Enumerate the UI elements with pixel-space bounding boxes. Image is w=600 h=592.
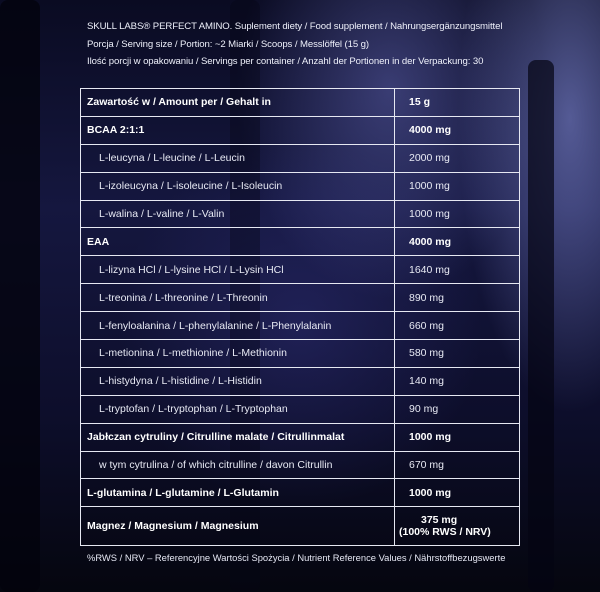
row-name: EAA [81,228,395,256]
row-name: L-glutamina / L-glutamine / L-Glutamin [81,479,395,507]
row-value: 580 mg [395,340,520,368]
table-row [81,200,520,228]
row-value: 375 mg [421,514,458,527]
nrv-footnote: %RWS / NRV – Referencyjne Wartości Spożycia / Nutrient Reference Values / Nährstoffbezugswerte [87,552,506,563]
table-row [81,284,520,312]
tree-silhouette-left [0,0,40,592]
table-row [81,423,520,451]
header-line-serving-size: Porcja / Serving size / Portion: ~2 Miarki / Scoops / Messlöffel (15 g) [87,38,369,50]
table-row [81,312,520,340]
row-value: 2000 mg [395,144,520,172]
row-value: 1000 mg [395,200,520,228]
row-value: 140 mg [395,367,520,395]
row-value: 15 g [395,89,520,117]
row-value: 90 mg [395,395,520,423]
row-value: 890 mg [395,284,520,312]
header-line-servings-per-container: Ilość porcji w opakowaniu / Servings per container / Anzahl der Portionen in der Verpackung: 30 [87,56,484,67]
row-value: 1000 mg [395,423,520,451]
nutrition-table [80,88,520,546]
tree-silhouette-right [528,60,554,592]
row-name: L-fenyloalanina / L-phenylalanine / L-Phenylalanin [81,312,395,340]
table-row [81,367,520,395]
row-value-nrv: (100% RWS / NRV) [399,526,491,539]
table-row [81,256,520,284]
row-name: Jabłczan cytruliny / Citrulline malate / Citrullinmalat [81,423,395,451]
row-name: Magnez / Magnesium / Magnesium [81,507,395,546]
row-name: L-leucyna / L-leucine / L-Leucin [81,144,395,172]
table-row [81,395,520,423]
row-name: L-tryptofan / L-tryptophan / L-Tryptophan [81,395,395,423]
table-row [81,507,520,546]
row-value: 1000 mg [395,172,520,200]
row-name: BCAA 2:1:1 [81,116,395,144]
row-name: L-histydyna / L-histidine / L-Histidin [81,367,395,395]
row-value: 4000 mg [395,116,520,144]
row-value: 4000 mg [395,228,520,256]
row-name: Zawartość w / Amount per / Gehalt in [81,89,395,117]
row-name: w tym cytrulina / of which citrulline / davon Citrullin [81,451,395,479]
table-row [81,340,520,368]
table-row [81,116,520,144]
row-value-cell [395,507,520,546]
table-row [81,144,520,172]
row-value: 660 mg [395,312,520,340]
row-name: L-treonina / L-threonine / L-Threonin [81,284,395,312]
row-value: 1000 mg [395,479,520,507]
row-name: L-izoleucyna / L-isoleucine / L-Isoleucin [81,172,395,200]
table-row [81,89,520,117]
product-header [87,18,587,71]
row-name: L-walina / L-valine / L-Valin [81,200,395,228]
table-row [81,451,520,479]
row-value: 670 mg [395,451,520,479]
row-name: L-metionina / L-methionine / L-Methionin [81,340,395,368]
table-row [81,479,520,507]
table-row [81,228,520,256]
row-name: L-lizyna HCl / L-lysine HCl / L-Lysin HCl [81,256,395,284]
table-row [81,172,520,200]
row-value: 1640 mg [395,256,520,284]
header-line-product: SKULL LABS® PERFECT AMINO. Suplement diety / Food supplement / Nahrungsergänzungsmittel [87,21,503,32]
